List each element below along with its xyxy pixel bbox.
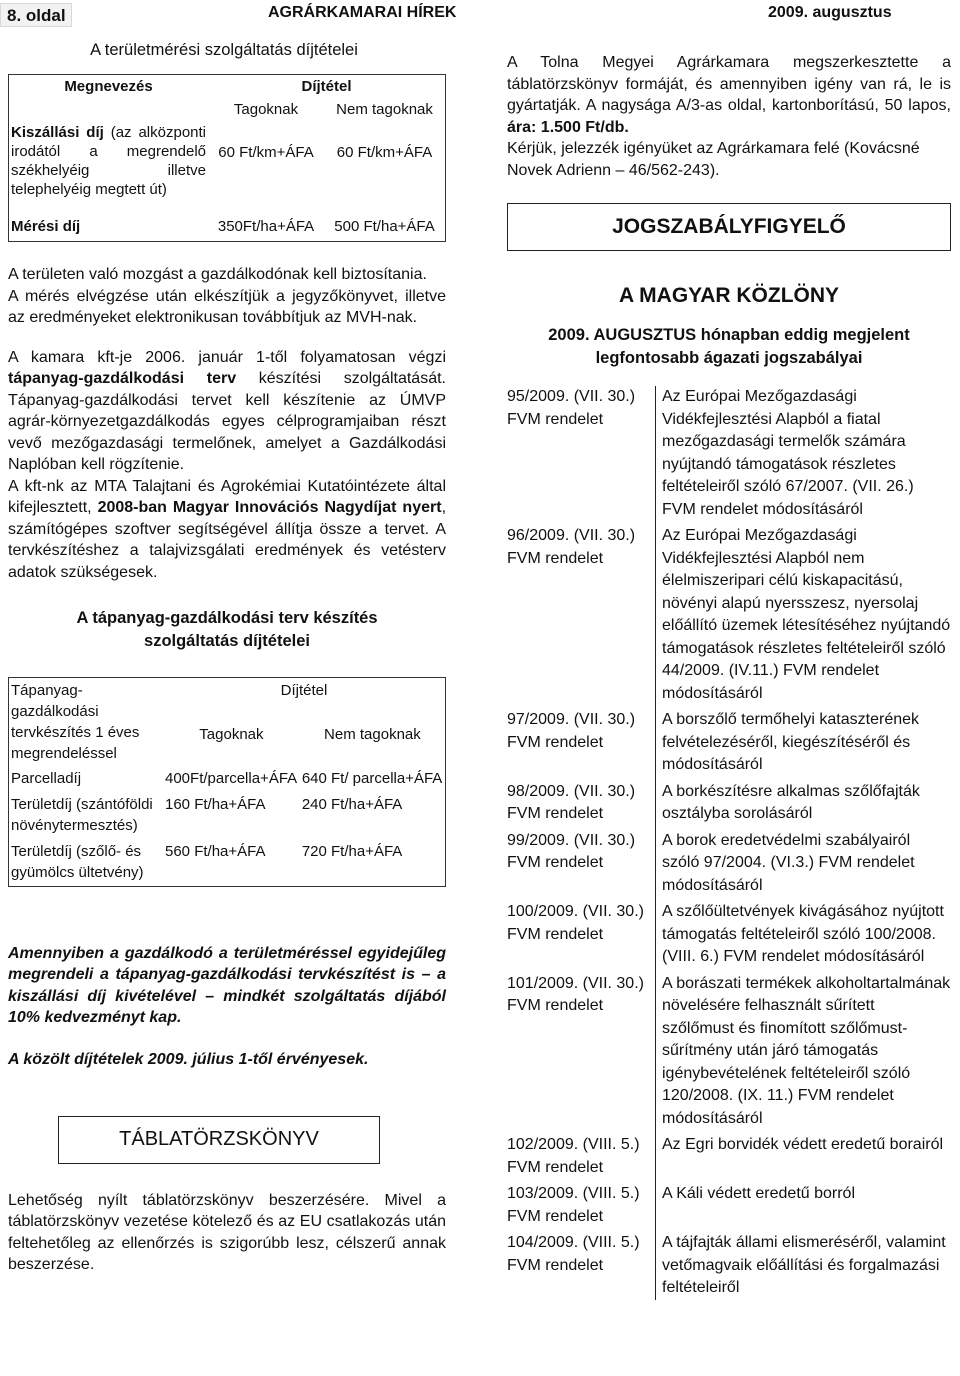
- issue-date: 2009. augusztus: [768, 4, 892, 21]
- rule-row: [507, 969, 951, 1131]
- jogszabaly-title: JOGSZABÁLYFIGYELŐ: [507, 203, 951, 251]
- rule-code: 97/2009. (VII. 30.) FVM rendelet: [507, 711, 636, 751]
- row-nonmembers: 240 Ft/ha+ÁFA: [301, 795, 403, 813]
- table-row: [9, 766, 446, 792]
- left-column: [8, 40, 446, 1276]
- col-header-name: Megnevezés: [64, 77, 153, 95]
- col-header-members: Tagoknak: [199, 726, 264, 744]
- page-number: 8. oldal: [0, 3, 72, 27]
- paragraph: A mérés elvégzése után elkészítjük a jegyzőkönyvet, illetve az eredményeket elektronikusan továbbítjuk az MVH-nak.: [8, 287, 446, 326]
- nutrient-fees-title: A tápanyag-gazdálkodási terv készítés szolgáltatás díjtételei: [76, 609, 378, 650]
- col-header-nonmembers: Nem tagoknak: [324, 726, 421, 744]
- table-row: [9, 792, 446, 839]
- row-members: 560 Ft/ha+ÁFA: [165, 842, 266, 860]
- row-name: Tápanyag-gazdálkodási tervkészítés 1 éves megrendeléssel: [11, 682, 140, 762]
- measurement-fees-title: A területmérési szolgáltatás díjtételei: [90, 41, 358, 59]
- rule-description: A borszőlő termőhelyi kataszterének felvételezéséről, kiegészítéséről és módosításáról: [656, 705, 952, 777]
- rule-description: A borok eredetvédelmi szabályairól szóló 97/2004. (VI.3.) FVM rendelet módosításáról: [656, 826, 952, 898]
- row-name-rest: (az alközponti irodától a megrendelő székhelyéig illetve telephelyéig megtett út): [11, 123, 207, 198]
- rule-code: 104/2009. (VIII. 5.) FVM rendelet: [507, 1234, 640, 1274]
- table-row: [9, 122, 446, 200]
- row-name-bold: Kiszállási díj: [11, 123, 104, 141]
- kozlony-title: A MAGYAR KÖZLÖNY: [618, 283, 840, 307]
- rule-row: [507, 777, 951, 826]
- row-nonmembers: 640 Ft/ parcella+ÁFA: [301, 770, 443, 787]
- nutrient-fees-table: [8, 677, 446, 887]
- rule-code: 95/2009. (VII. 30.) FVM rendelet: [507, 388, 636, 428]
- table-row: [9, 678, 446, 723]
- rule-description: A borkészítésre alkalmas szőlőfajták osztályba sorolásáról: [656, 777, 952, 826]
- row-name-bold: Mérési díj: [11, 217, 81, 235]
- rule-code: 98/2009. (VII. 30.) FVM rendelet: [507, 782, 636, 822]
- valid-note: A közölt díjtételek 2009. július 1-től érvényesek.: [8, 1050, 369, 1068]
- rule-code: 96/2009. (VII. 30.) FVM rendelet: [507, 527, 636, 567]
- rule-row: [507, 705, 951, 777]
- col-header-fee: Díjtétel: [301, 77, 352, 95]
- col-header-members: Tagoknak: [233, 101, 299, 118]
- rule-description: Az Európai Mezőgazdasági Vidékfejlesztési Alapból a fiatal mezőgazdasági termelők számára nyújtandó támogatások részletes feltételeiről szóló 67/2007. (VII. 26.) FVM rendelet módosításáról: [656, 386, 952, 521]
- row-name: Területdíj (szőlő- és gyümölcs ültetvény): [11, 842, 144, 881]
- table-row: [9, 839, 446, 887]
- discount-note: Amennyiben a gazdálkodó a területméréssel egyidejűleg megrendeli a tápanyag-gazdálkodási tervkészítést is – a kiszállási díj kivételével – mindkét szolgáltatás díjából 10% kedvezményt kap.: [8, 944, 446, 1026]
- rule-row: [507, 386, 951, 521]
- publication-title: AGRÁRKAMARAI HÍREK: [268, 4, 457, 21]
- rule-code: 101/2009. (VII. 30.) FVM rendelet: [507, 974, 644, 1014]
- rule-description: A tájfajták állami elismeréséről, valamint vetőmagvaik előállítási és forgalmazási feltételeiről: [656, 1228, 952, 1300]
- page-header: [0, 0, 960, 30]
- row-members: 400Ft/parcella+ÁFA: [165, 770, 298, 787]
- row-nonmembers: 720 Ft/ha+ÁFA: [301, 842, 403, 860]
- tablatorzskonyv-text: Lehetőség nyílt táblatörzskönyv beszerzésére. Mivel a táblatörzskönyv vezetése kötelező és az EU csatlakozás után feltehetőleg az ellenőrzés is szigorúbb lesz, célszerű annak beszerzése.: [8, 1191, 446, 1273]
- rules-table: [507, 386, 951, 1300]
- rule-code: 99/2009. (VII. 30.) FVM rendelet: [507, 831, 636, 871]
- rule-row: [507, 897, 951, 969]
- table-row: [9, 200, 446, 242]
- rule-row: [507, 826, 951, 898]
- row-nonmembers: 500 Ft/ha+ÁFA: [334, 217, 435, 235]
- rule-description: A Káli védett eredetű borról: [656, 1179, 952, 1228]
- rule-description: Az Egri borvidék védett eredetű borairól: [656, 1130, 952, 1179]
- row-name: Területdíj (szántóföldi növénytermesztés): [11, 795, 153, 834]
- contact-text: Kérjük, jelezzék igényüket az Agrárkamara felé (Kovácsné Novek Adrienn – 46/562-243).: [507, 140, 920, 179]
- paragraph: A területen való mozgást a gazdálkodónak kell biztosítania.: [8, 266, 427, 283]
- rule-description: A szőlőültetvények kivágásához nyújtott támogatás feltételeiről szóló 100/2008. (VIII. 6.) FVM rendelet módosításáról: [656, 897, 952, 969]
- rule-description: A borászati termékek alkoholtartalmának növelésére felhasznált sűrített szőlőmust és finomított szőlőmust-sűrítmény után járó támogatás igénybevételének feltételeiről szóló 120/2008. (IX. 11.) FVM rendelet módosításáról: [656, 969, 952, 1131]
- rule-code: 102/2009. (VIII. 5.) FVM rendelet: [507, 1136, 640, 1176]
- row-nonmembers: 60 Ft/km+ÁFA: [336, 143, 433, 161]
- measurement-fees-table: [8, 74, 446, 243]
- right-column: [507, 52, 951, 1300]
- tablatorzskonyv-order-text: A Tolna Megyei Agrárkamara megszerkesztette a táblatörzskönyv formáját, és amennyiben igény van rá, le is gyártatják. A nagysága A/3-as oldal, kartonborítású, 50 lapos, ára: 1.500 Ft/db.: [507, 54, 951, 136]
- rule-row: [507, 1228, 951, 1300]
- col-header-nonmembers: Nem tagoknak: [336, 101, 433, 118]
- tablatorzskonyv-title: TÁBLATÖRZSKÖNYV: [58, 1116, 380, 1164]
- paragraph: A kft-nk az MTA Talajtani és Agrokémiai Kutatóintézete által kifejlesztett, 2008-ban Magyar Innovációs Nagydíjat nyert, számítógépes szoftver segítségével állítja össze a tervet. A tervkészítéshez a talajvizsgálati eredmények és vetésterv adatok szükségesek.: [8, 477, 447, 581]
- row-members: 160 Ft/ha+ÁFA: [165, 795, 266, 813]
- rule-row: [507, 1179, 951, 1228]
- rule-row: [507, 1130, 951, 1179]
- row-members: 350Ft/ha+ÁFA: [217, 217, 315, 235]
- rule-row: [507, 521, 951, 705]
- row-name: Parcelladíj: [11, 770, 82, 787]
- rule-code: 103/2009. (VIII. 5.) FVM rendelet: [507, 1185, 640, 1225]
- col-header-fee: Díjtétel: [280, 682, 328, 699]
- rule-description: Az Európai Mezőgazdasági Vidékfejlesztési Alapból nem élelmiszeripari célú kiskapacitású, növényi alapú nyersszesz, nyersolaj előállító üzemek létesítéséhez nyújtandó támogatások részletes feltételeiről szóló 44/2009. (IV.11.) FVM rendelet módosításáról: [656, 521, 952, 705]
- paragraph: A kamara kft-je 2006. január 1-től folyamatosan végzi tápanyag-gazdálkodási terv készítési szolgáltatását. Tápanyag-gazdálkodási tervet kell készítenie az ÚMVP agrár-környezetgazdálkodás egyes célprogramjaiban részt vevő mezőgazdasági termelőnek, amelyet a Gazdálkodási Naplóban kell rögzítenie.: [8, 348, 446, 473]
- row-members: 60 Ft/km+ÁFA: [218, 143, 314, 161]
- kozlony-intro: 2009. AUGUSZTUS hónapban eddig megjelent legfontosabb ágazati jogszabályai: [548, 326, 910, 367]
- rule-code: 100/2009. (VII. 30.) FVM rendelet: [507, 903, 644, 943]
